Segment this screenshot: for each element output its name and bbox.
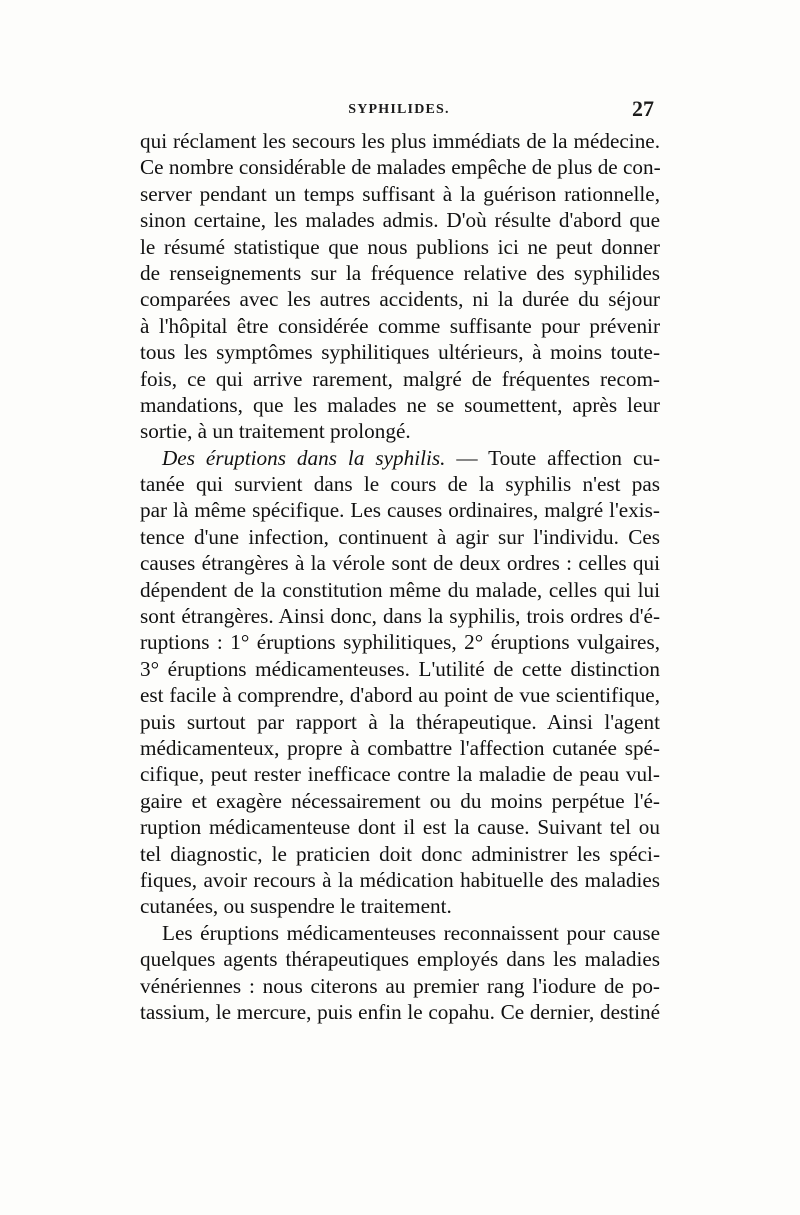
text-line: tassium, le mercure, puis enfin le copahu. Ce dernier, destiné <box>140 999 660 1024</box>
text-line: médicamenteux, propre à combattre l'affection cutanée spé- <box>140 735 660 760</box>
text-line: server pendant un temps suffisant à la guérison rationnelle, <box>140 181 660 206</box>
section-heading: Des éruptions dans la syphilis. <box>162 445 446 470</box>
text-line: est facile à comprendre, d'abord au point de vue scientifique, <box>140 683 660 708</box>
running-title: SYPHILIDES. <box>348 102 450 117</box>
text-line: de renseignements sur la fréquence relative des syphilides <box>140 260 660 285</box>
text-line: 3° éruptions médicamenteuses. L'utilité de cette distinction <box>140 656 660 681</box>
text-line: mandations, que les malades ne se soumettent, après leur <box>140 392 660 417</box>
text-line: fiques, avoir recours à la médication habituelle des maladies <box>140 867 660 892</box>
text-line: sortie, à un traitement prolongé. <box>140 419 411 444</box>
text-line: gaire et exagère nécessairement ou du moins perpétue l'é- <box>140 788 660 813</box>
page-number: 27 <box>632 96 654 121</box>
text-line: ruptions : 1° éruptions syphilitiques, 2° éruptions vulgaires, <box>140 630 660 655</box>
page-header <box>140 96 658 124</box>
text-line: ruption médicamenteuse dont il est la cause. Suivant tel ou <box>140 815 660 840</box>
section-heading-line <box>140 445 660 471</box>
text-line: dépendent de la constitution même du malade, celles qui lui <box>140 577 660 602</box>
text-line: tous les symptômes syphilitiques ultérieurs, à moins toute- <box>140 340 660 365</box>
text-line: comparées avec les autres accidents, ni la durée du séjour <box>140 287 660 312</box>
body-text <box>140 128 660 1025</box>
text-line: tanée qui survient dans le cours de la syphilis n'est pas <box>140 472 660 497</box>
text-line: le résumé statistique que nous publions ici ne peut donner <box>140 234 660 259</box>
text-line: tel diagnostic, le praticien doit donc administrer les spéci- <box>140 841 660 866</box>
text-line: vénériennes : nous citerons au premier rang l'iodure de po- <box>140 973 660 998</box>
text-line: Les éruptions médicamenteuses reconnaissent pour cause <box>162 920 660 945</box>
section-heading-continuation: — Toute affection cu- <box>445 445 660 470</box>
text-line: sont étrangères. Ainsi donc, dans la syphilis, trois ordres d'é- <box>140 604 660 629</box>
text-line: fois, ce qui arrive rarement, malgré de fréquentes recom- <box>140 366 660 391</box>
text-line: sinon certaine, les malades admis. D'où résulte d'abord que <box>140 208 660 233</box>
text-line: quelques agents thérapeutiques employés dans les maladies <box>140 947 660 972</box>
text-line: cifique, peut rester inefficace contre la maladie de peau vul- <box>140 762 660 787</box>
text-line: par là même spécifique. Les causes ordinaires, malgré l'exis- <box>140 498 660 523</box>
text-line: tence d'une infection, continuent à agir sur l'individu. Ces <box>140 524 660 549</box>
text-line: puis surtout par rapport à la thérapeutique. Ainsi l'agent <box>140 709 660 734</box>
text-line: Ce nombre considérable de malades empêche de plus de con- <box>140 155 661 180</box>
text-line: causes étrangères à la vérole sont de deux ordres : celles qui <box>140 551 660 576</box>
text-line: cutanées, ou suspendre le traitement. <box>140 894 452 919</box>
text-line: qui réclament les secours les plus immédiats de la médecine. <box>140 129 660 153</box>
text-line: à l'hôpital être considérée comme suffisante pour prévenir <box>140 313 660 338</box>
